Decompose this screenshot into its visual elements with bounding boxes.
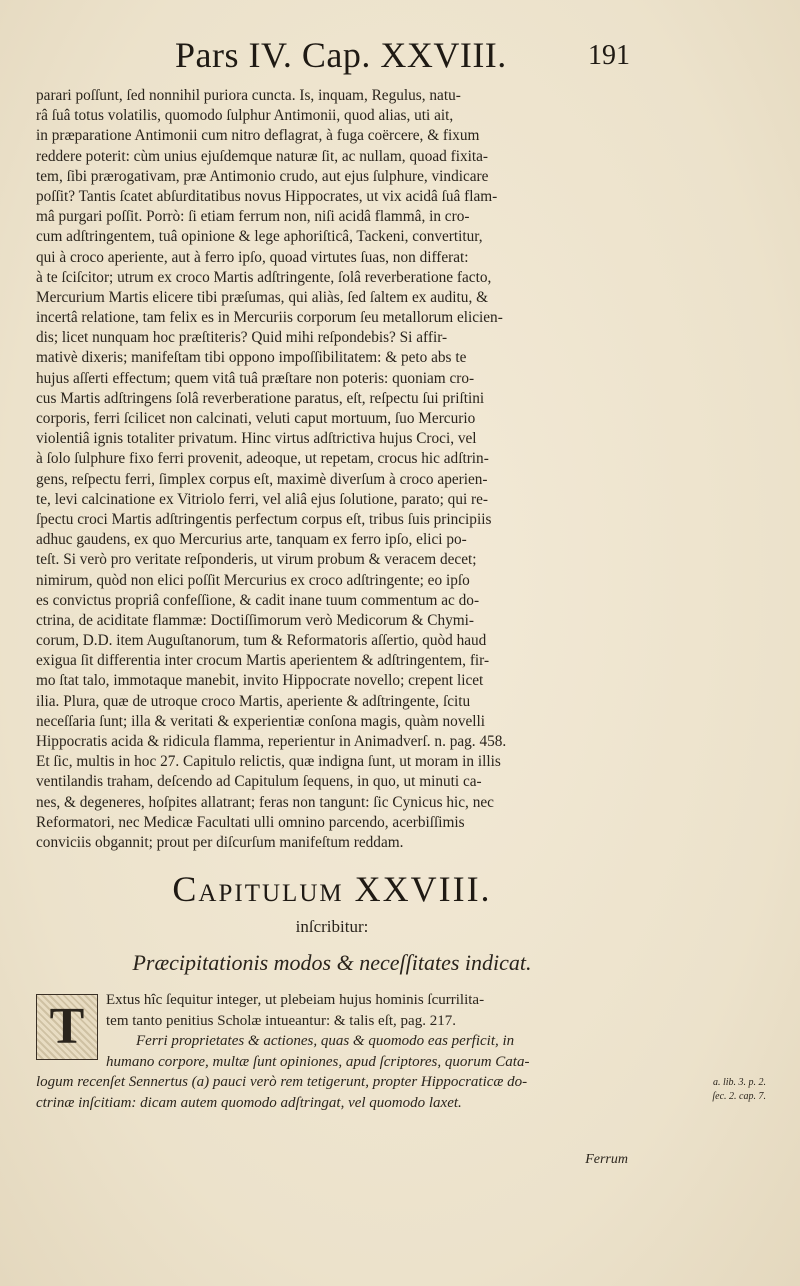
- text-line: corum, D.D. item Auguſtanorum, tum & Reformatoris aſſertio, quòd haud: [36, 632, 487, 650]
- text-line: neceſſaria ſunt; illa & veritati & experientiæ conſona magis, quàm novelli: [36, 712, 486, 730]
- text-line: nes, & degeneres, hoſpites allatrant; feras non tangunt: ſic Cynicus hic, nec: [36, 793, 494, 811]
- text-line: humano corpore, multæ ſunt opiniones, apud ſcriptores, quorum Cata-: [106, 1053, 530, 1070]
- chapter-summary: Præcipitationis modos & neceſſitates indicat.: [132, 950, 532, 975]
- text-line: Hippocratis acida & ridicula flamma, reperientur in Animadverſ. n. pag. 458.: [36, 733, 507, 750]
- marginal-note-line: a. lib. 3. p. 2.: [712, 1077, 766, 1088]
- text-line: conviciis obgannit; prout per diſcurſum manifeſtum reddam.: [36, 833, 404, 851]
- text-line: es convictus propriâ confeſſione, & cadit inane tuum commentum ac do-: [36, 591, 480, 609]
- text-line: dis; licet nunquam hoc præſtiteris? Quid mihi reſpondebis? Si affir-: [36, 329, 448, 347]
- text-line: râ ſuâ totus volatilis, quomodo ſulphur Antimonii, quod alias, uti ait,: [36, 107, 454, 125]
- text-line: ctrina, de aciditate flammæ: Doctiſſimorum verò Medicorum & Chymi-: [36, 611, 474, 629]
- text-line: ventilandis traham, deſcendo ad Capitulum ſequens, in quo, ut minuti ca-: [36, 773, 482, 791]
- text-line: qui à croco aperiente, aut à ferro ipſo, quoad virtutes ſuas, non differat:: [36, 248, 469, 266]
- text-line: ilia. Plura, quæ de utroque croco Martis, aperiente & adſtringente, ſcitu: [36, 692, 471, 710]
- text-line: hujus aſſerti effectum; quem vitâ tuâ præſtare non poteris: quoniam cro-: [36, 369, 475, 387]
- marginal-note-line: ſec. 2. cap. 7.: [712, 1091, 766, 1102]
- text-line: à te ſciſcitor; utrum ex croco Martis adſtringente, ſolâ reverberatione facto,: [36, 268, 492, 286]
- text-line: cus Martis adſtringens ſolâ reverberatione paratus, eſt, reſpectu ſui priſtini: [36, 389, 485, 407]
- text-line: mâ purgari poſſit. Porrò: ſi etiam ferrum non, niſi acidâ flammâ, in cro-: [36, 208, 470, 226]
- body-text: [36, 86, 628, 853]
- text-line: tem, ſibi prærogativam, præ Antimonio crudo, aut ejus ſulphure, vindicare: [36, 167, 489, 185]
- decorated-initial: [36, 994, 98, 1060]
- text-line: teſt. Si verò pro veritate reſponderis, ut virum probum & veracem decet;: [36, 551, 477, 569]
- running-title: Pars IV. Cap. XXVIII.: [175, 35, 507, 75]
- text-line: Et ſic, multis in hoc 27. Capitulo relictis, quæ indigna ſunt, ut moram in illis: [36, 753, 501, 771]
- page-number: 191: [588, 40, 630, 71]
- text-line: logum recenſet Sennertus (a) pauci verò rem tetigerunt, propter Hippocraticæ do-: [36, 1074, 528, 1090]
- text-line: exigua ſit differentia inter crocum Martis aperientem & adſtringentem, fir-: [36, 652, 490, 670]
- text-line: adhuc gaudens, ex quo Mercurius arte, tanquam ex ferro ipſo, elici po-: [36, 531, 467, 549]
- text-line: Reformatori, nec Medicæ Facultati ulli omnino parcendo, acerbiſſimis: [36, 813, 465, 831]
- text-line: in præparatione Antimonii cum nitro deflagrat, à fuga coërcere, & fixum: [36, 127, 480, 145]
- text-line: cum adſtringentem, tuâ opinione & lege aphoriſticâ, Tackeni, convertitur,: [36, 228, 483, 246]
- text-line: mativè dixeris; manifeſtam tibi oppono impoſſibilitatem: & peto abs te: [36, 349, 467, 367]
- chapter-subtitle: inſcribitur:: [295, 917, 369, 936]
- text-line: Ferri proprietates & actiones, quas & quomodo eas perficit, in: [136, 1033, 515, 1049]
- chapter-title: Capitulum XXVIII.: [172, 869, 492, 909]
- text-line: ctrinæ inſcitiam: dicam autem quomodo adſtringat, vel quomodo laxet.: [36, 1094, 462, 1111]
- catchword: Ferrum: [585, 1152, 628, 1167]
- running-head: [0, 34, 800, 84]
- initial-letter: T: [49, 998, 85, 1055]
- text-line: gens, reſpectu ferri, ſimplex corpus eſt, maximè diverſum à croco aperien-: [36, 470, 488, 488]
- text-line: violentiâ ignis totaliter privatum. Hinc virtus adſtrictiva hujus Croci, vel: [36, 430, 477, 448]
- text-line: à ſolo ſulphure fixo ferri provenit, adeoque, ut repetam, crocus hic adſtrin-: [36, 450, 489, 468]
- text-line: te, levi calcinatione ex Vitriolo ferri, vel aliâ ejus ſolutione, parato; qui re-: [36, 490, 489, 508]
- text-line: nimirum, quòd non elici poſſit Mercurius ex croco adſtringente; eo ipſo: [36, 571, 470, 589]
- text-line: Mercurium Martis elicere tibi præſumas, qui aliàs, ſed ſaltem ex auditu, &: [36, 288, 488, 306]
- chapter-heading: [36, 866, 628, 980]
- text-line: tem tanto penitius Scholæ intueantur: & talis eſt, pag. 217.: [106, 1012, 456, 1029]
- text-line: incertâ relatione, tam felix es in Mercuriis corporum ſeu metallorum elicien-: [36, 309, 503, 327]
- text-line: corporis, ferri ſcilicet non calcinati, veluti caput mortuum, ſuo Mercurio: [36, 410, 476, 427]
- text-line: poſſit? Tantis ſcatet abſurditatibus novus Hippocrates, ut vix acidâ ſuâ flam-: [36, 187, 498, 205]
- text-line: parari poſſunt, ſed nonnihil puriora cuncta. Is, inquam, Regulus, natu-: [36, 87, 461, 104]
- marginal-note: [686, 1076, 766, 1104]
- text-line: ſpectu croci Martis adſtringentis perfectum corpus eſt, tribus ſuis principiis: [36, 510, 492, 528]
- text-line: Extus hîc ſequitur integer, ut plebeiam hujus hominis ſcurrilita-: [106, 992, 485, 1008]
- chapter-body: [36, 990, 628, 1113]
- text-line: reddere poterit: cùm unius ejuſdemque naturæ ſit, ac nullam, quoad fixita-: [36, 147, 488, 165]
- text-line: mo ſtat talo, immotaque manebit, invito Hippocrate novello; crepent licet: [36, 672, 484, 690]
